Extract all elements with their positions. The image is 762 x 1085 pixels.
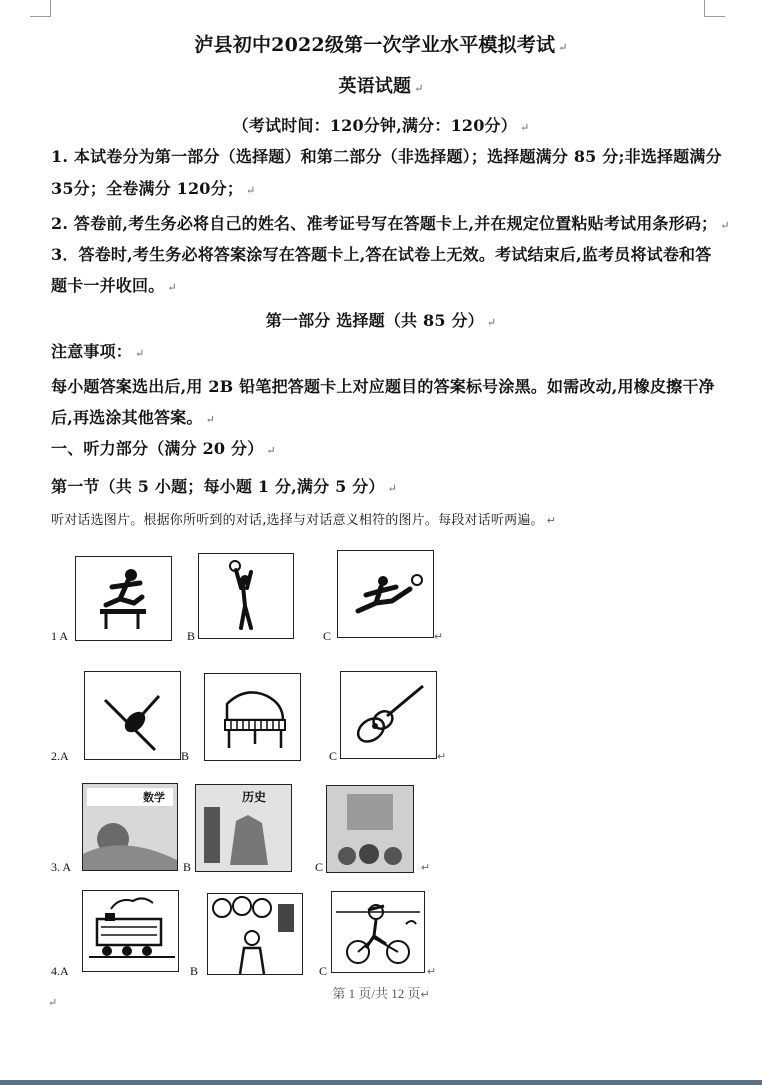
paragraph-mark-icon: ↵ [135,347,145,360]
math-book-cover-icon [82,783,178,871]
question-number: 2.A [51,749,69,763]
exam-info: （考试时间：120分钟,满分：120分） ↵ [232,116,530,135]
violin-icon [84,671,181,760]
book-title-text: 历史 [242,790,267,804]
part-one-heading: 第一部分 选择题（共 85 分） ↵ [265,311,497,330]
question-number: 3. A [51,860,72,874]
question-number: 4.A [51,964,69,978]
piano-icon [204,673,301,761]
paragraph-mark-icon: ↵ [205,413,215,426]
option-c-label: C ↵ [329,749,447,763]
book-title-text: 数学 [143,791,165,804]
section-instruction: 听对话选图片。根据你所听到的对话,选择与对话意义相符的图片。每段对话听两遍。 ↵ [51,513,557,528]
option-b-label: B [181,749,190,763]
window-bottom-bar [0,1080,762,1085]
paragraph-mark-icon: ↵ [437,751,447,763]
question-number: 1 A [51,629,69,643]
instruction-line: 2. 答卷前,考生务必将自己的姓名、准考证号写在答题卡上,并在规定位置粘贴考试用条形码； ↵ [51,214,730,233]
hurdling-athlete-icon [75,556,172,641]
exam-subtitle: 英语试题 ↵ [338,76,424,97]
paragraph-mark-icon: ↵ [519,121,530,134]
guitar-icon [340,671,437,759]
basketball-player-icon [198,553,294,639]
instruction-line: 3．答卷时,考生务必将答案涂写在答题卡上,答在试卷上无效。考试结束后,监考员将试卷和答 [51,245,712,264]
option-b-label: B [183,860,192,874]
paragraph-mark-icon: ↵ [434,631,444,643]
girl-on-bike-icon [331,891,425,973]
paragraph-mark-icon: ↵ [427,966,437,978]
paragraph-mark-icon: ↵ [421,862,431,874]
option-b-label: B [187,629,196,643]
paragraph-mark-icon: ↵ [48,996,58,1009]
option-c-label: C ↵ [323,629,444,643]
option-c-label: C ↵ [315,860,431,874]
page-footer: 第 1 页/共 12 页↵ [332,986,430,1001]
paragraph-mark-icon: ↵ [167,281,177,294]
history-book-cover-icon [195,784,292,872]
option-b-label: B [190,964,199,978]
page-corner-top-left [30,0,51,17]
instruction-line: 35分；全卷满分 120分； ↵ [51,179,256,198]
paragraph-mark-icon: ↵ [246,184,256,197]
paragraph-mark-icon: ↵ [546,514,557,527]
section-heading: 第一节（共 5 小题；每小题 1 分,满分 5 分） ↵ [51,477,398,496]
paragraph-mark-icon: ↵ [558,41,568,54]
notice-line: 每小题答案选出后,用 2B 铅笔把答题卡上对应题目的答案标号涂黑。如需改动,用橡皮擦干净 [51,377,715,396]
option-c-label: C ↵ [319,964,437,978]
paragraph-mark-icon: ↵ [387,482,398,495]
notice-line: 后,再选涂其他答案。 ↵ [51,408,215,427]
train-icon [82,890,179,972]
paragraph-mark-icon: ↵ [486,316,497,329]
paragraph-mark-icon: ↵ [720,219,730,232]
listening-heading: 一、听力部分（满分 20 分） ↵ [51,439,276,458]
page-corner-top-right [704,0,725,17]
paragraph-mark-icon: ↵ [266,444,276,457]
instruction-line: 题卡一并收回。 ↵ [51,276,177,295]
paragraph-mark-icon: ↵ [414,82,424,95]
instruction-line: 1. 本试卷分为第一部分（选择题）和第二部分（非选择题）；选择题满分 85 分;非选择题满分 [51,147,722,166]
paragraph-mark-icon: ↵ [420,989,430,1001]
girl-in-park-icon [207,893,303,975]
soccer-kick-icon [337,550,434,638]
exam-title: 泸县初中2022级第一次学业水平模拟考试 ↵ [194,34,568,56]
notice-heading: 注意事项： ↵ [51,342,145,361]
